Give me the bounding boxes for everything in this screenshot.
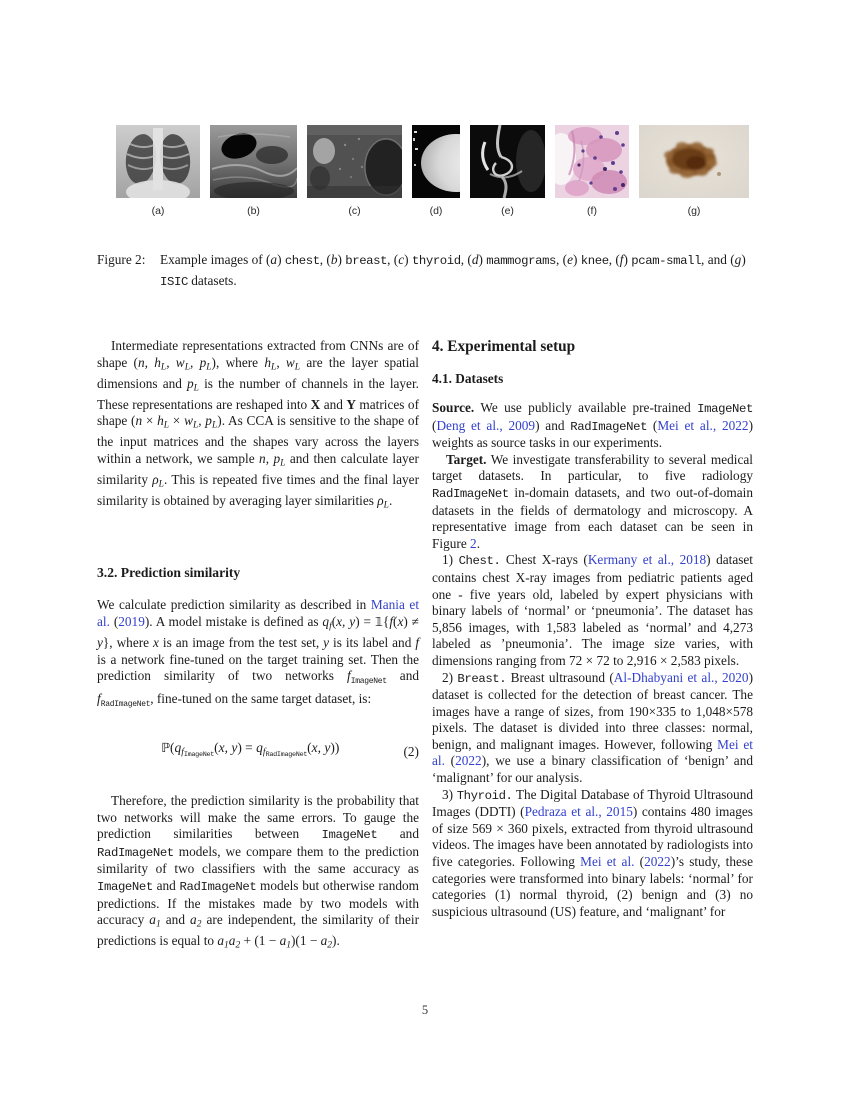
text-segment: , fine-tuned on the same target dataset, is: — [150, 690, 372, 706]
figure-panel-chest — [116, 125, 200, 217]
text-segment: datasets. — [187, 273, 237, 288]
text-segment: ( — [307, 740, 312, 756]
text-segment: x — [397, 613, 404, 629]
text-segment: f — [619, 252, 624, 267]
text-segment: ( — [214, 740, 219, 756]
paragraph-dataset-thyroid — [432, 787, 753, 921]
right-column — [432, 338, 753, 920]
text-segment: L — [206, 362, 212, 373]
text-segment: ) = — [237, 740, 257, 756]
text-segment: , ( — [319, 252, 331, 267]
text-segment: Intermediate representations extracted from CNNs are of shape ( — [97, 338, 419, 370]
section-heading-4-1: 4.1. Datasets — [432, 371, 504, 386]
mammogram-image — [412, 125, 460, 198]
figure-caption-label: Figure 2: — [97, 252, 146, 267]
paragraph-dataset-chest — [432, 552, 753, 669]
text-segment: and — [377, 826, 419, 842]
text-segment: , ( — [556, 252, 568, 267]
text-segment: ( — [647, 417, 658, 433]
text-segment: chest — [284, 254, 320, 268]
text-segment: Y — [346, 396, 356, 412]
text-segment: , ( — [460, 252, 472, 267]
text-segment: is the number of channels in the layer. These representations are reshaped into — [97, 375, 419, 412]
text-segment: Breast ultrasound ( — [506, 669, 614, 685]
text-segment: ) — [277, 252, 285, 267]
text-segment: a — [279, 933, 287, 949]
text-segment: , p — [189, 354, 207, 370]
text-segment: ( — [169, 740, 175, 756]
paragraph-cca-representations — [97, 338, 419, 514]
text-segment: e — [567, 252, 574, 267]
text-segment: ). A model mistake is defined as — [144, 613, 323, 629]
text-segment: X — [310, 396, 321, 412]
text-segment: a — [320, 933, 328, 949]
text-segment: is a network fine-tuned on the target training set. Then the prediction similarity of two networks — [97, 651, 419, 684]
text-segment: L — [280, 458, 286, 469]
text-segment: thyroid — [411, 254, 461, 268]
text-segment: . This is repeated five times and the final layer similarity is obtained by averaging layer similarities — [97, 472, 420, 509]
text-segment: ρ — [152, 472, 159, 488]
text-segment: 𝟙 — [374, 613, 383, 629]
text-segment: n, h — [138, 354, 161, 370]
figure-caption-text — [160, 250, 757, 292]
text-segment: knee — [580, 254, 609, 268]
text-segment: and then calculate layer similarity — [97, 451, 419, 488]
text-segment: × — [169, 413, 185, 429]
text-segment: a — [270, 252, 278, 267]
text-segment: in-domain datasets, and two out-of-domain datasets in the fields of dermatology and microscopy. A representative image from each dataset can be seen in Figure — [432, 484, 753, 551]
text-segment: L — [193, 383, 199, 394]
left-column — [97, 338, 419, 954]
citation-link[interactable]: Mei et al., 2022 — [657, 417, 749, 433]
text-segment: ImageNet — [183, 751, 215, 760]
paragraph-dataset-breast — [432, 670, 753, 787]
text-segment: 1) — [442, 552, 459, 568]
text-segment: q — [322, 613, 330, 629]
text-segment: f — [389, 613, 394, 629]
text-segment: We investigate transferability to several medical target datasets. In particular, to five radiology — [432, 451, 753, 484]
text-segment: and — [152, 877, 180, 893]
text-segment: L — [160, 362, 167, 373]
text-segment: ImageNet — [321, 828, 378, 843]
text-segment: We calculate prediction similarity as described in — [97, 597, 371, 613]
text-segment: n — [259, 451, 266, 467]
paragraph-target — [432, 452, 753, 553]
citation-link[interactable]: Al-Dhabyani et al., 2020 — [613, 669, 749, 685]
citation-link[interactable]: Mei et al. — [580, 854, 635, 870]
text-segment: w — [285, 354, 295, 370]
text-segment: is an image from the test set, — [158, 635, 324, 651]
text-segment: ℙ — [161, 740, 170, 756]
figure-panel-knee — [470, 125, 545, 217]
text-segment: Therefore, the prediction similarity is the probability that two networks will make the same errors. To gauge the prediction similarities between — [97, 793, 419, 842]
text-segment: 3) — [442, 786, 457, 802]
text-segment: L — [192, 420, 199, 431]
text-segment: n — [135, 413, 143, 429]
text-segment: RadImageNet — [432, 486, 509, 501]
text-segment: ImageNet — [350, 677, 387, 687]
text-segment: Chest. — [458, 554, 501, 569]
text-segment: Thyroid. — [456, 788, 513, 803]
text-segment: a — [228, 933, 236, 949]
text-segment: ) — [573, 252, 581, 267]
text-segment: f — [415, 635, 420, 651]
text-segment: , ( — [608, 252, 620, 267]
text-segment: ) contains 480 images of size 569 × 360 pixels, extracted from thyroid ultrasound videos. The images have been annotated by radiologists into five categories. Following — [432, 804, 753, 870]
text-segment: ( — [331, 613, 337, 629]
text-segment: 2) — [442, 669, 458, 685]
text-segment: are the layer spatial dimensions and — [97, 354, 419, 391]
figure-label-d: (d) — [429, 205, 443, 217]
text-segment: , — [265, 451, 274, 467]
figure-panel-pcam-small — [555, 125, 629, 217]
text-segment: p — [273, 451, 281, 467]
text-segment: , ( — [387, 252, 399, 267]
text-segment: ( — [444, 753, 456, 769]
text-segment: RadImageNet — [97, 845, 174, 860]
text-segment: The Digital Database of Thyroid Ultrasound Images (DDTI) ( — [432, 786, 753, 820]
text-segment: ( — [393, 613, 398, 629]
text-segment: f — [97, 690, 101, 706]
text-segment: and — [386, 668, 420, 684]
figure-2-image-strip — [116, 125, 749, 217]
thyroid-ultrasound-image — [307, 125, 402, 198]
text-segment: y — [323, 635, 330, 651]
pcam-histology-image — [555, 125, 629, 198]
text-segment: L — [383, 500, 389, 511]
text-segment: L — [163, 420, 170, 431]
text-segment: Chest X-rays ( — [500, 552, 588, 568]
figure-panel-thyroid — [307, 125, 402, 217]
text-segment: ) = — [355, 613, 375, 629]
text-segment: 1 — [286, 940, 291, 951]
text-segment: x, y — [311, 740, 331, 756]
citation-link[interactable]: 2019 — [118, 613, 145, 629]
text-segment: a — [217, 933, 225, 949]
text-segment: q — [256, 740, 263, 756]
figure-label-a: (a) — [151, 205, 165, 217]
citation-link[interactable]: Pedraza et al., 2015 — [524, 804, 633, 820]
text-segment: 2 — [196, 919, 202, 930]
text-segment: ImageNet — [97, 879, 153, 894]
text-segment: L — [271, 362, 277, 373]
text-segment: Breast. — [457, 671, 507, 686]
text-segment: f — [347, 668, 351, 684]
text-segment: Source. — [432, 400, 475, 415]
citation-link[interactable]: Deng et al., 2009 — [436, 417, 536, 433]
text-segment: L — [211, 420, 218, 431]
text-segment: ), we use a binary classification of ‘benign’ and ‘malignant’ for our analysis. — [432, 753, 753, 786]
equation-2-row — [97, 740, 419, 764]
text-segment: w — [184, 413, 193, 429]
text-segment: ( — [109, 613, 119, 629]
figure-label-b: (b) — [247, 205, 260, 217]
text-segment: x, y — [218, 740, 238, 756]
text-segment: { — [382, 613, 390, 629]
text-segment: ) — [478, 252, 487, 267]
figure-panel-breast — [210, 125, 297, 217]
citation-link[interactable]: 2022 — [455, 753, 482, 769]
text-segment: , — [276, 354, 286, 370]
citation-link[interactable]: Mei et al. — [432, 736, 753, 769]
text-segment: ( — [634, 854, 645, 870]
paragraph-therefore — [97, 793, 419, 954]
text-segment: ImageNet — [697, 402, 753, 416]
page-number: 5 — [421, 1003, 429, 1017]
equation-2 — [97, 740, 403, 764]
chest-xray-image — [116, 125, 200, 198]
figure-2-caption — [97, 250, 757, 292]
text-segment: ( — [432, 417, 437, 433]
text-segment: Example images of ( — [160, 252, 271, 267]
text-segment: p — [187, 375, 194, 391]
paragraph-prediction-similarity — [97, 597, 419, 713]
text-segment: ISIC — [160, 275, 188, 289]
text-segment: , p — [198, 413, 212, 429]
text-segment: 1 — [155, 919, 161, 930]
text-segment: L — [184, 362, 190, 373]
text-segment: h — [157, 413, 164, 429]
text-segment: a — [149, 912, 156, 928]
text-segment: . — [476, 535, 481, 551]
text-segment: d — [471, 252, 479, 267]
text-segment: ). — [332, 933, 340, 949]
citation-link[interactable]: 2 — [470, 535, 477, 551]
text-segment: ) and — [535, 417, 571, 433]
text-segment: breast — [345, 254, 388, 268]
text-segment: ρ — [377, 493, 384, 509]
text-segment: RadImageNet — [179, 879, 257, 894]
text-segment: x, y — [336, 613, 356, 629]
text-segment: pcam-small — [631, 254, 702, 268]
citation-link[interactable]: 2022 — [644, 854, 671, 870]
text-segment: We use publicly available pre-trained — [474, 400, 698, 415]
text-segment: x — [153, 635, 159, 651]
text-segment: ), where — [211, 354, 265, 370]
text-segment: ) ≠ — [403, 613, 419, 629]
text-segment: , and ( — [701, 252, 735, 267]
text-segment: c — [398, 252, 405, 267]
figure-panel-mammograms — [412, 125, 460, 217]
text-segment: mammograms — [486, 254, 557, 268]
text-segment: Target. — [446, 451, 487, 467]
section-heading-3-2: 3.2. Prediction similarity — [97, 565, 241, 581]
text-segment: y — [97, 635, 103, 651]
text-segment: g — [734, 252, 742, 267]
text-segment: × — [142, 413, 158, 429]
text-segment: ) weights as source tasks in our experiments. — [432, 417, 753, 451]
equation-2-number: (2) — [403, 743, 419, 759]
text-segment: ) — [623, 252, 632, 267]
text-segment: f — [329, 621, 332, 632]
text-segment: ) dataset contains chest X-ray images from pediatric patients aged one - five years old, labeled by expert physicians with binary labels of ‘normal’ or ‘pneumonia’. The dataset has 5,856 images, with 1,583 labeled as ‘normal’ and 4,273 labeled as ’pneumonia’. The image size varies, with dimensions ranging from 72 × 72 to 2,916 × 2,583 pixels. — [432, 552, 753, 668]
knee-mri-image — [470, 125, 545, 198]
text-segment: is its label and — [329, 635, 416, 651]
text-segment: and — [320, 396, 347, 412]
text-segment: f — [181, 747, 184, 758]
text-segment: }, where — [102, 635, 154, 651]
text-segment: )(1 − — [290, 933, 321, 949]
text-segment: L — [158, 479, 164, 490]
text-segment: f — [262, 747, 266, 758]
text-segment: ). As CCA is sensitive to the shape of the input matrices and the shapes vary across the layers within a network, we sample — [97, 413, 419, 467]
text-segment: h — [264, 354, 272, 370]
text-segment: b — [330, 252, 338, 267]
text-segment: models, we compare them to the prediction similarity of two classifiers with the same accuracy as — [97, 843, 419, 877]
text-segment: 1 — [224, 940, 229, 951]
text-segment: )) — [330, 740, 340, 756]
text-segment: ) — [741, 252, 746, 267]
text-segment: L — [294, 362, 301, 373]
text-segment: )’s study, these categories were transformed into binary labels: ‘normal’ for categories (1) normal thyroid, (2) benign and (3) no suspicious ultrasound (US) feature, and ‘malignant’ for — [432, 854, 753, 919]
text-segment: a — [190, 912, 197, 928]
text-segment: models but otherwise random predictions. If the mistakes made by two models with accuracy — [97, 877, 419, 928]
text-segment: RadImageNet — [100, 699, 151, 709]
figure-label-c: (c) — [348, 205, 361, 217]
paragraph-source — [432, 400, 753, 452]
text-segment: . — [388, 493, 393, 509]
text-segment: RadImageNet — [570, 419, 648, 434]
citation-link[interactable]: Kermany et al., 2018 — [587, 552, 707, 568]
text-segment: q — [174, 740, 182, 756]
section-heading-4: 4. Experimental setup — [432, 338, 576, 355]
text-segment: RadImageNet — [265, 751, 308, 760]
isic-skin-lesion-image — [639, 125, 749, 198]
breast-ultrasound-image — [210, 125, 297, 198]
text-segment: are independent, the similarity of their predictions is equal to — [97, 912, 419, 949]
text-segment: matrices of shape ( — [97, 396, 419, 429]
figure-label-f: (f) — [587, 205, 597, 217]
figure-panel-isic — [639, 125, 749, 217]
text-segment: 2 — [327, 940, 333, 951]
text-segment: and — [160, 912, 191, 928]
text-segment: , w — [166, 354, 185, 370]
citation-link[interactable]: Mania et al. — [97, 597, 420, 629]
text-segment: ) — [337, 252, 346, 267]
text-segment: ) — [404, 252, 412, 267]
text-segment: ) dataset is collected for the detection of breast cancer. The images have a range of sizes, from 190×335 to 1,048×578 pixels. The dataset is divided into three classes: normal, benign, and malignant images. However, following — [432, 669, 754, 752]
figure-label-g: (g) — [687, 205, 701, 217]
text-segment: + (1 − — [240, 933, 280, 949]
figure-label-e: (e) — [501, 205, 514, 217]
text-segment: 2 — [235, 940, 241, 951]
